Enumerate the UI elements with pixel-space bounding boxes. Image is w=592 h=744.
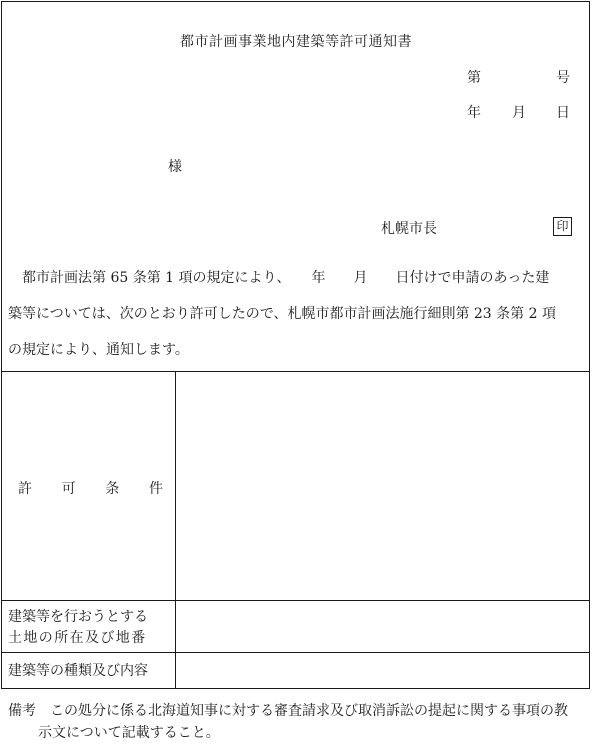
addressee-suffix: 様	[168, 159, 182, 175]
body-line-1: 都市計画法第 65 条第 1 項の規定により、 年 月 日付けで申請のあった建	[22, 270, 550, 286]
land-location-cell[interactable]	[178, 602, 588, 651]
table-top-border	[1, 371, 590, 372]
building-type-cell[interactable]	[178, 654, 588, 688]
remarks-line-1: 備考 この処分に係る北海道知事に対する審査請求及び取消訴訟の提起に関する事項の教	[8, 703, 568, 719]
permit-conditions-label: 許 可 条 件	[18, 481, 163, 497]
body-line-2: 築等については、次のとおり許可したので、札幌市都市計画法施行細則第 23 条第 2 項	[8, 306, 556, 322]
land-location-label-line1: 建築等を行おうとする	[8, 609, 148, 625]
number-label-dai: 第	[467, 70, 481, 86]
table-row-divider-2	[1, 652, 590, 653]
seal-mark: 印	[553, 217, 572, 236]
table-column-divider	[175, 371, 176, 689]
permit-conditions-cell[interactable]	[178, 373, 588, 599]
date-day-label: 日	[556, 105, 570, 121]
issuer-name: 札幌市長	[381, 221, 437, 237]
number-label-go: 号	[556, 70, 570, 86]
remarks-note	[8, 700, 590, 744]
land-location-label-line2: 土地の所在及び地番	[8, 630, 147, 646]
body-line-3: の規定により、通知します。	[8, 342, 189, 358]
remarks-line-2: 示文について記載すること。	[38, 725, 220, 741]
date-year-label: 年	[467, 105, 481, 121]
document-title: 都市計画事業地内建築等許可通知書	[180, 34, 412, 50]
table-row-divider-1	[1, 600, 590, 601]
body-paragraph	[8, 260, 584, 368]
date-month-label: 月	[512, 105, 526, 121]
building-type-label: 建築等の種類及び内容	[8, 663, 148, 679]
